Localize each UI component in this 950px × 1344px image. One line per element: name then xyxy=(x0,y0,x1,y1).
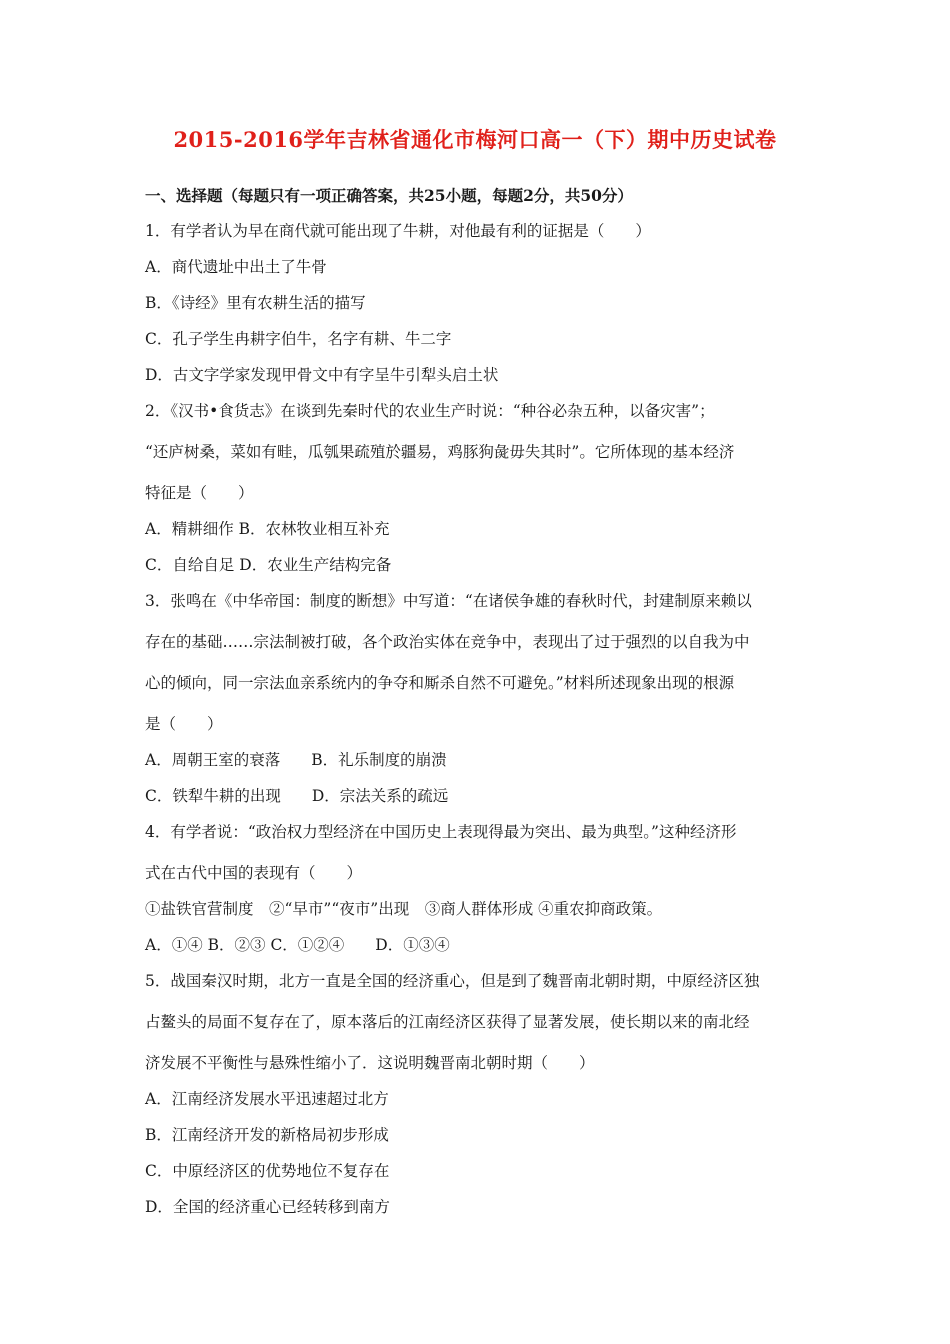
question-2-stem-line-3: 特征是（ ） xyxy=(145,484,254,502)
question-4-items: ①盐铁官营制度 ②“早市”“夜市”出现 ③商人群体形成 ④重农抑商政策。 xyxy=(145,900,663,918)
question-1-option-c: C．孔子学生冉耕字伯牛，名字有耕、牛二字 xyxy=(145,330,452,348)
question-5-stem-line-2: 占鳌头的局面不复存在了，原本落后的江南经济区获得了显著发展，使长期以来的南北经 xyxy=(145,1013,750,1031)
question-4-stem-line-2: 式在古代中国的表现有（ ） xyxy=(145,864,363,882)
question-5-option-a: A．江南经济发展水平迅速超过北方 xyxy=(145,1090,389,1108)
question-2-stem-line-2: “还庐树桑，菜如有畦，瓜瓠果疏殖於疆易，鸡豚狗彘毋失其时”。它所体现的基本经济 xyxy=(145,443,735,461)
question-3-options-ab: A．周朝王室的衰落 B．礼乐制度的崩溃 xyxy=(145,751,447,769)
question-1-stem: 1．有学者认为早在商代就可能出现了牛耕，对他最有利的证据是（ ） xyxy=(145,222,651,240)
question-3-stem-line-2: 存在的基础……宗法制被打破，各个政治实体在竞争中，表现出了过于强烈的以自我为中 xyxy=(145,633,750,651)
question-3-options-cd: C．铁犁牛耕的出现 D．宗法关系的疏远 xyxy=(145,787,449,805)
question-2-stem-line-1: 2．《汉书•食货志》在谈到先秦时代的农业生产时说：“种谷必杂五种，以备灾害”； xyxy=(145,402,715,420)
question-3-stem-line-4: 是（ ） xyxy=(145,715,223,733)
section-header: 一、选择题（每题只有一项正确答案，共25小题，每题2分，共50分） xyxy=(145,186,633,205)
question-5-option-b: B．江南经济开发的新格局初步形成 xyxy=(145,1126,389,1144)
question-2-options-ab: A．精耕细作 B．农林牧业相互补充 xyxy=(145,520,390,538)
question-5-stem-line-3: 济发展不平衡性与悬殊性缩小了．这说明魏晋南北朝时期（ ） xyxy=(145,1054,595,1072)
question-5-option-d: D．全国的经济重心已经转移到南方 xyxy=(145,1198,390,1216)
question-3-stem-line-1: 3．张鸣在《中华帝国：制度的断想》中写道：“在诸侯争雄的春秋时代，封建制原来赖以 xyxy=(145,592,752,610)
question-2-options-cd: C．自给自足 D．农业生产结构完备 xyxy=(145,556,392,574)
question-3-stem-line-3: 心的倾向，同一宗法血亲系统内的争夺和厮杀自然不可避免。”材料所述现象出现的根源 xyxy=(145,674,735,692)
question-1-option-a: A．商代遗址中出土了牛骨 xyxy=(145,258,327,276)
question-5-option-c: C．中原经济区的优势地位不复存在 xyxy=(145,1162,390,1180)
question-1-option-b: B．《诗经》里有农耕生活的描写 xyxy=(145,294,366,312)
question-5-stem-line-1: 5．战国秦汉时期，北方一直是全国的经济重心，但是到了魏晋南北朝时期，中原经济区独 xyxy=(145,972,760,990)
question-1-option-d: D．古文字学家发现甲骨文中有字呈牛引犁头启土状 xyxy=(145,366,499,384)
question-4-options: A．①④ B．②③ C．①②④ D．①③④ xyxy=(145,936,450,954)
question-4-stem-line-1: 4．有学者说：“政治权力型经济在中国历史上表现得最为突出、最为典型。”这种经济形 xyxy=(145,823,737,841)
exam-title: 2015-2016学年吉林省通化市梅河口高一（下）期中历史试卷 xyxy=(173,127,777,152)
